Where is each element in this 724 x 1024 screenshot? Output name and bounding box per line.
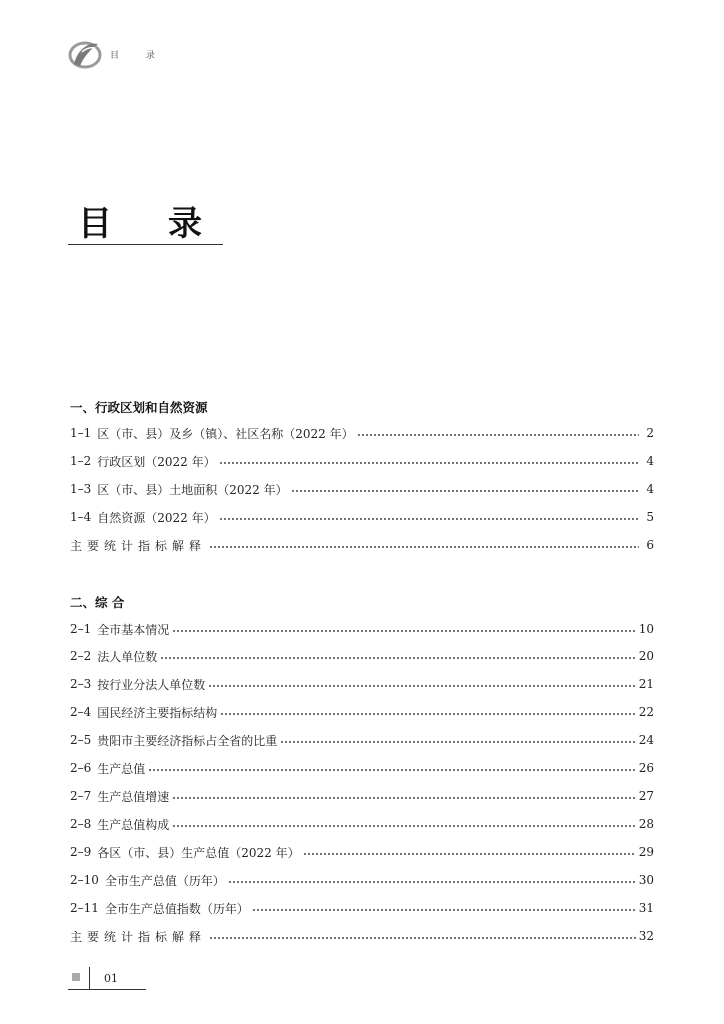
- toc-entry-number: 2–11: [70, 901, 99, 915]
- toc-entry-number: 2–1: [70, 622, 92, 636]
- dot-leader: [219, 517, 639, 521]
- toc-entry-title: 全市生产总值指数（历年）: [104, 901, 249, 916]
- toc-entry-number: 2–10: [70, 873, 99, 887]
- toc-entry-title: 全市生产总值（历年）: [104, 873, 225, 888]
- dot-leader: [208, 684, 635, 688]
- dot-leader: [209, 936, 636, 940]
- toc-entry-page: 28: [638, 817, 654, 831]
- toc-entry-page: 29: [638, 845, 654, 859]
- toc-entry-page: 27: [638, 789, 654, 803]
- footer-page-number: 01: [104, 972, 118, 985]
- footer-square-mark: [72, 973, 80, 981]
- toc-entry[interactable]: [70, 871, 654, 889]
- toc-entry-title: 行政区划（2022 年）: [97, 454, 216, 469]
- toc-entry-number: 1–2: [70, 454, 92, 468]
- toc-entry-page: 4: [646, 482, 654, 496]
- toc-entry-title: 主要统计指标解释: [70, 929, 207, 944]
- toc-entry-title: 主要统计指标解释: [70, 538, 207, 553]
- dot-leader: [280, 740, 635, 744]
- toc-entry[interactable]: [70, 815, 654, 833]
- toc-entry-title: 生产总值增速: [97, 789, 170, 804]
- toc-entry-title: 生产总值: [97, 761, 146, 776]
- dot-leader: [172, 824, 635, 828]
- toc-entry-page: 32: [638, 929, 654, 943]
- dot-leader: [148, 768, 635, 772]
- dot-leader: [172, 629, 635, 633]
- toc-entry-number: 2–4: [70, 705, 92, 719]
- toc-entry-number: 2–6: [70, 761, 92, 775]
- dot-leader: [172, 796, 635, 800]
- toc-entry-page: 30: [638, 873, 654, 887]
- toc-entry-number: 1–1: [70, 426, 92, 440]
- toc-entry[interactable]: [70, 843, 654, 861]
- toc-entry-page: 10: [638, 622, 654, 636]
- toc-entry[interactable]: [70, 480, 654, 498]
- publisher-logo-icon: [68, 38, 102, 70]
- toc-entry-number: 2–5: [70, 733, 92, 747]
- toc-entry-page: 4: [646, 454, 654, 468]
- toc-entry[interactable]: [70, 647, 654, 665]
- toc-entry-number: 2–2: [70, 649, 92, 663]
- dot-leader: [219, 461, 639, 465]
- toc-entry-title: 按行业分法人单位数: [97, 677, 206, 692]
- toc-entry-title: 自然资源（2022 年）: [97, 510, 216, 525]
- toc-entry-title: 国民经济主要指标结构: [97, 705, 218, 720]
- toc-entry[interactable]: [70, 731, 654, 749]
- dot-leader: [209, 545, 639, 549]
- dot-leader: [291, 489, 639, 493]
- toc-entry-page: 31: [638, 901, 654, 915]
- toc-entry[interactable]: [70, 787, 654, 805]
- title-underline: [68, 244, 223, 245]
- dot-leader: [228, 880, 636, 884]
- toc-entry-number: 1–3: [70, 482, 92, 496]
- toc-entry-title: 各区（市、县）生产总值（2022 年）: [97, 845, 300, 860]
- toc-entry-page: 5: [646, 510, 654, 524]
- dot-leader: [220, 712, 635, 716]
- dot-leader: [252, 908, 636, 912]
- toc-entry-title: 全市基本情况: [97, 622, 170, 637]
- footer-rule: [68, 989, 146, 990]
- toc-entry[interactable]: [70, 536, 654, 554]
- toc-entry[interactable]: [70, 508, 654, 526]
- toc-entry-title: 区（市、县）土地面积（2022 年）: [97, 482, 288, 497]
- toc-entry-page: 2: [646, 426, 654, 440]
- toc-entry-number: 2–9: [70, 845, 92, 859]
- dot-leader: [357, 433, 639, 437]
- footer-divider: [89, 967, 90, 989]
- toc-entry[interactable]: [70, 675, 654, 693]
- page-title: 目录: [78, 204, 258, 244]
- toc-entry-title: 生产总值构成: [97, 817, 170, 832]
- dot-leader: [303, 852, 636, 856]
- toc-entry[interactable]: [70, 703, 654, 721]
- toc-entry[interactable]: [70, 927, 654, 945]
- toc-entry[interactable]: [70, 899, 654, 917]
- toc-entry-page: 20: [638, 649, 654, 663]
- section-heading-2: 二、综 合: [70, 595, 125, 610]
- toc-entry[interactable]: [70, 452, 654, 470]
- dot-leader: [160, 656, 635, 660]
- toc-entry-page: 22: [638, 705, 654, 719]
- header-section-label: 目 录: [110, 51, 167, 61]
- toc-entry-number: 1–4: [70, 510, 92, 524]
- toc-entry-page: 24: [638, 733, 654, 747]
- toc-entry[interactable]: [70, 620, 654, 638]
- toc-entry-number: 2–7: [70, 789, 92, 803]
- toc-entry[interactable]: [70, 424, 654, 442]
- toc-entry[interactable]: [70, 759, 654, 777]
- toc-entry-page: 26: [638, 761, 654, 775]
- toc-entry-number: 2–3: [70, 677, 92, 691]
- toc-entry-title: 区（市、县）及乡（镇）、社区名称（2022 年）: [97, 426, 354, 441]
- toc-entry-page: 21: [638, 677, 654, 691]
- toc-entry-page: 6: [646, 538, 654, 552]
- toc-entry-title: 法人单位数: [97, 649, 158, 664]
- toc-entry-title: 贵阳市主要经济指标占全省的比重: [97, 733, 278, 748]
- section-heading-1: 一、行政区划和自然资源: [70, 400, 208, 415]
- toc-entry-number: 2–8: [70, 817, 92, 831]
